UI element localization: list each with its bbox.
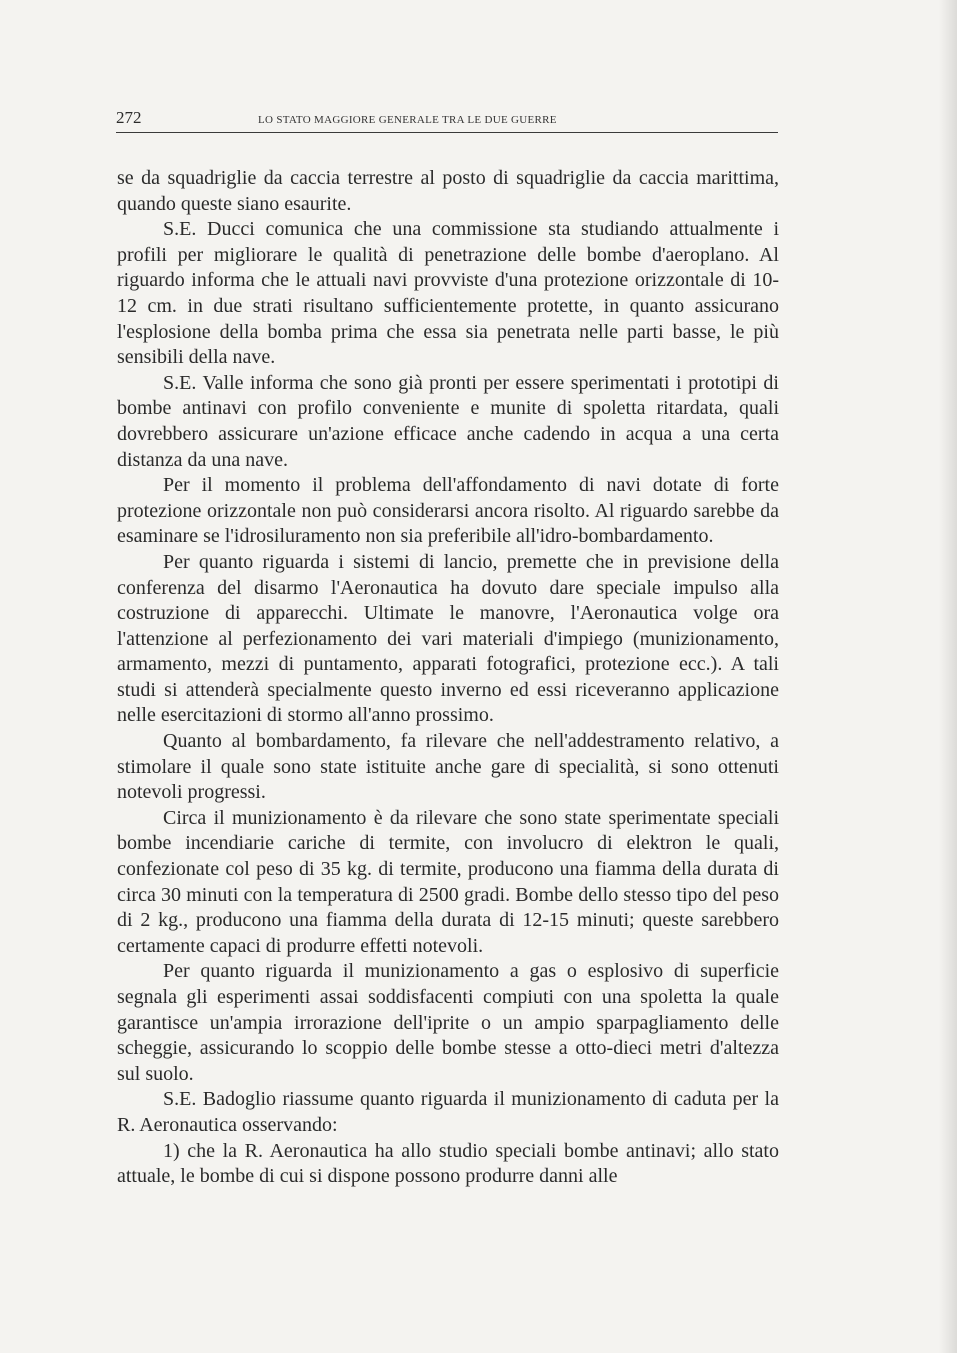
running-title: LO STATO MAGGIORE GENERALE TRA LE DUE GUERRE	[258, 114, 557, 126]
page-number: 272	[116, 108, 142, 127]
paragraph: Per il momento il problema dell'affondamento di navi dotate di forte protezione orizzontale non può considerarsi ancora risolto. Al riguardo sarebbe da esaminare se l'idrosiluramento non sia preferibile all'idro-bombardamento.	[117, 474, 779, 548]
page-header	[116, 108, 778, 133]
paragraph: S.E. Badoglio riassume quanto riguarda il munizionamento di caduta per la R. Aeronautica osservando:	[117, 1088, 779, 1136]
paragraph: Per quanto riguarda il munizionamento a gas o esplosivo di superficie segnala gli esperimenti assai soddisfacenti compiuti con una spoletta la quale garantisce un'ampia irrorazione dell'iprite o un ampio sparpagliamento delle scheggie, assicurando lo scoppio delle bombe stesse a otto-dieci metri d'altezza sul suolo.	[117, 960, 779, 1085]
paragraph: Per quanto riguarda i sistemi di lancio, premette che in previsione della conferenza del disarmo l'Aeronautica ha dovuto dare speciale impulso alla costruzione di apparecchi. Ultimate le manovre, l'Aeronautica volge ora l'attenzione al perfezionamento dei vari materiali d'impiego (munizionamento, armamento, mezzi di puntamento, apparati fotografici, protezione ecc.). A tali studi si attenderà specialmente questo inverno ed essi riceveranno applicazione nelle esercitazioni di stormo all'anno prossimo.	[117, 550, 779, 727]
paragraph: Circa il munizionamento è da rilevare che sono state sperimentate speciali bombe incendiarie cariche di termite, con involucro di elektron le quali, confezionate col peso di 35 kg. di termite, producono una fiamma della durata di circa 30 minuti con la temperatura di 2500 gradi. Bombe dello stesso tipo del peso di 2 kg., producono una fiamma della durata di 12-15 minuti; queste sarebbero certamente capaci di produrre effetti notevoli.	[117, 806, 779, 957]
page-edge-shadow	[939, 0, 957, 1353]
paragraph: S.E. Valle informa che sono già pronti per essere sperimentati i prototipi di bombe antinavi con profilo conveniente e munite di spoletta ritardata, quali dovrebbero assicurare un'azione efficace anche cadendo in acqua a una certa distanza da una nave.	[117, 371, 779, 471]
paragraph: se da squadriglie da caccia terrestre al posto di squadriglie da caccia marittima, quando queste siano esaurite.	[117, 167, 779, 215]
paragraph: 1) che la R. Aeronautica ha allo studio speciali bombe antinavi; allo stato attuale, le bombe di cui si dispone possono produrre danni alle	[117, 1139, 779, 1188]
paragraph: Quanto al bombardamento, fa rilevare che nell'addestramento relativo, a stimolare il quale sono state istituite anche gare di specialità, si sono ottenuti notevoli progressi.	[117, 730, 779, 804]
body-text	[117, 166, 779, 1190]
paragraph: S.E. Ducci comunica che una commissione sta studiando attualmente i profili per migliorare le qualità di penetrazione delle bombe d'aeroplano. Al riguardo informa che le attuali navi provviste d'una protezione orizzontale di 10-12 cm. in due strati risultano sufficientemente protette, in quanto assicurano l'esplosione della bomba prima che essa sia penetrata nelle parti basse, le più sensibili della nave.	[117, 218, 779, 369]
